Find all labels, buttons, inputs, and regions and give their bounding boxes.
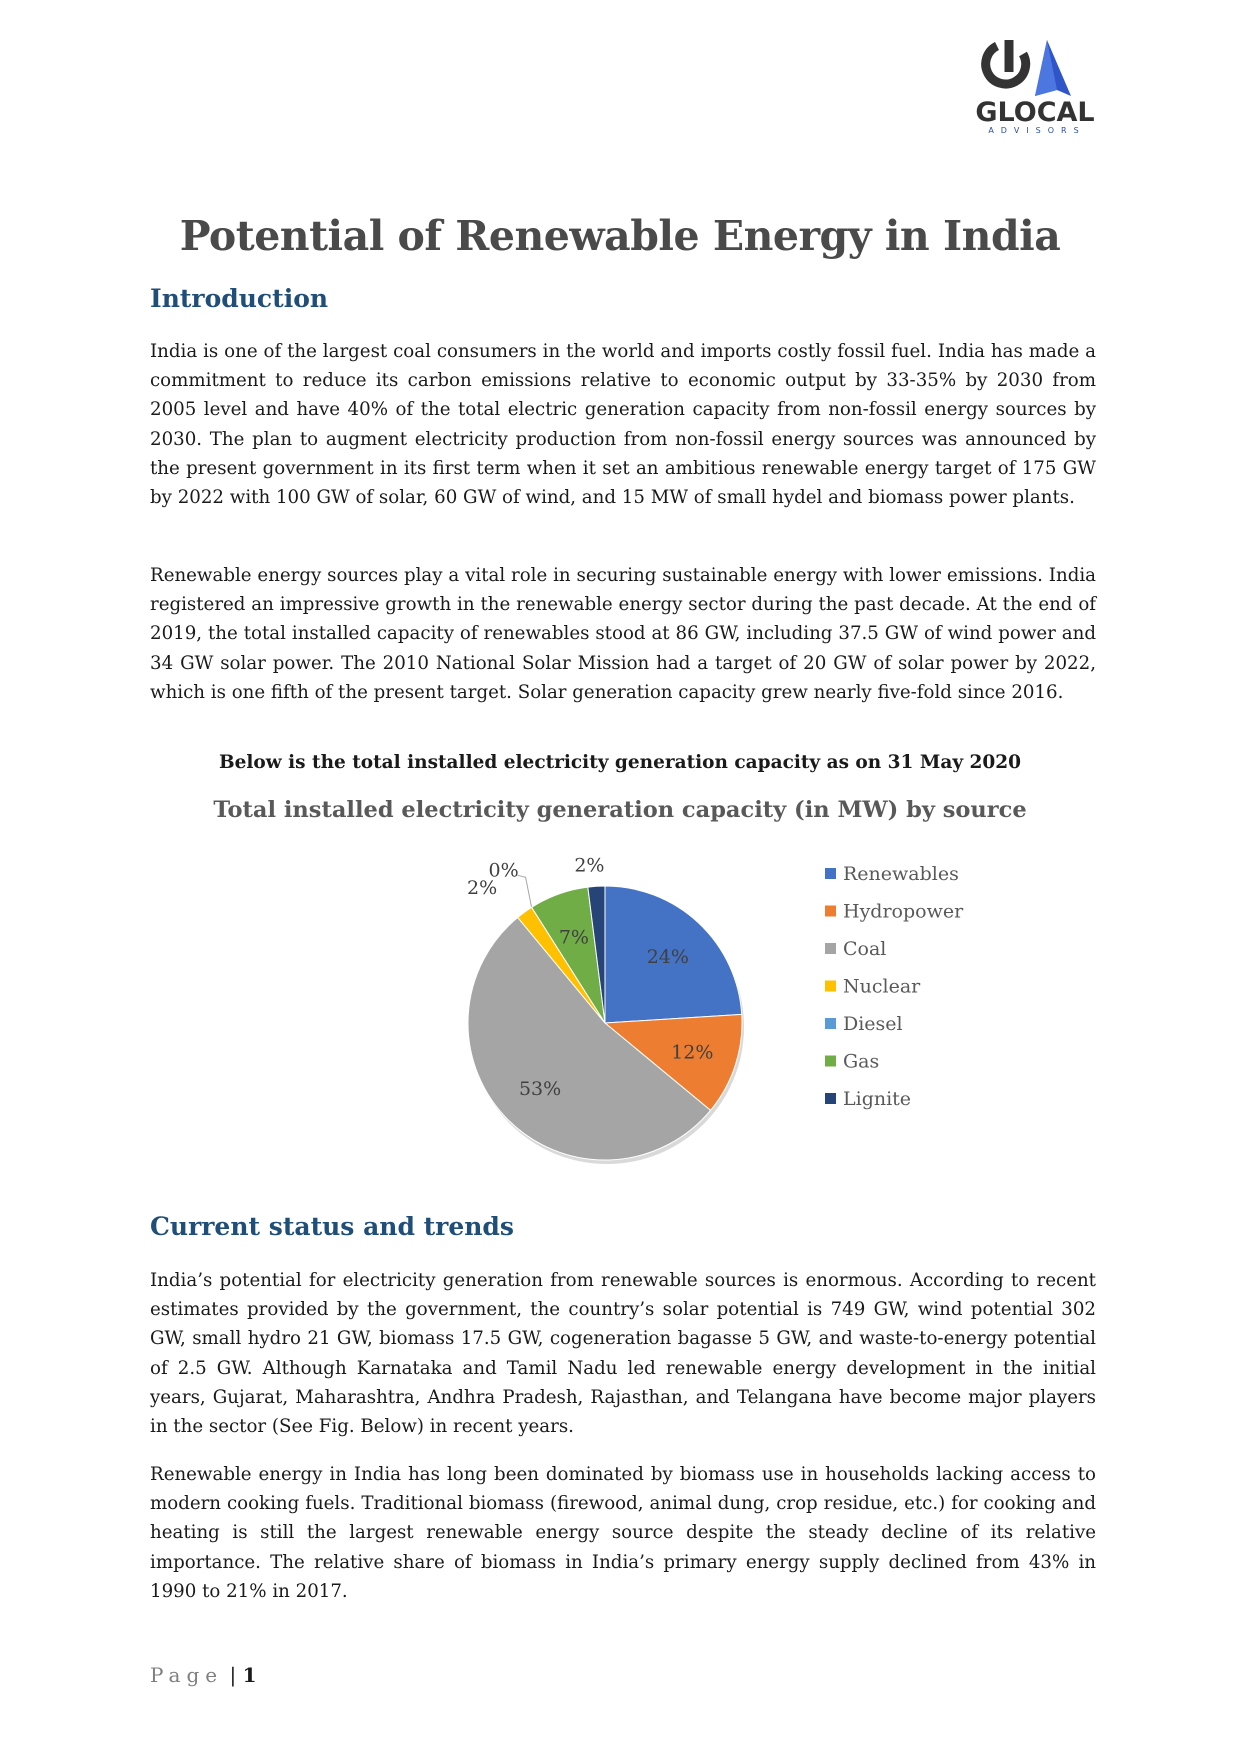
footer-separator: | bbox=[229, 1663, 237, 1687]
page-word: Page bbox=[150, 1663, 224, 1687]
legend-label-renewables: Renewables bbox=[843, 863, 959, 885]
legend-swatch-diesel bbox=[825, 1018, 836, 1029]
logo-tagline: ADVISORS bbox=[988, 126, 1086, 135]
data-label-lignite: 2% bbox=[574, 854, 605, 877]
pie-chart bbox=[420, 840, 1080, 1170]
legend-swatch-nuclear bbox=[825, 981, 836, 992]
legend-label-diesel: Diesel bbox=[843, 1013, 903, 1035]
data-label-hydropower: 12% bbox=[671, 1041, 714, 1064]
legend-label-gas: Gas bbox=[843, 1050, 880, 1073]
legend-label-coal: Coal bbox=[843, 938, 887, 960]
page-number: 1 bbox=[242, 1663, 257, 1687]
chart-caption: Below is the total installed electricity generation capacity as on 31 May 2020 bbox=[219, 752, 1021, 773]
paragraph: India is one of the largest coal consumers in the world and imports costly fossil fuel. India has made a commitment to reduce its carbon emissions relative to economic output by 33-35% by 2030 from 2005 level and have 40% of the total electric generation capacity from non-fossil energy sources by 2030. The plan to augment electricity production from non-fossil energy sources was announced by the present government in its first term when it set an ambitious renewable energy target of 175 GW by 2022 with 100 GW of solar, 60 GW of wind, and 15 MW of small hydel and biomass power plants. bbox=[150, 341, 1096, 509]
power-icon bbox=[986, 40, 1026, 84]
legend-label-lignite: Lignite bbox=[843, 1088, 912, 1110]
legend-swatch-coal bbox=[825, 943, 836, 954]
data-label-renewables: 24% bbox=[646, 946, 689, 969]
data-label-diesel: 0% bbox=[488, 859, 519, 882]
section-heading-introduction: Introduction bbox=[150, 284, 329, 313]
legend-swatch-gas bbox=[825, 1056, 836, 1067]
page-title: Potential of Renewable Energy in India bbox=[179, 212, 1061, 260]
paragraph: India’s potential for electricity generation from renewable sources is enormous. According to recent estimates provided by the government, the country’s solar potential is 749 GW, wind potential 302 GW, small hydro 21 GW, biomass 17.5 GW, cogeneration bagasse 5 GW, and waste-to-energy potential of 2.5 GW. Although Karnataka and Tamil Nadu led renewable energy development in the initial years, Gujarat, Maharashtra, Andhra Pradesh, Rajasthan, and Telangana have become major players in the sector (See Fig. Below) in recent years. bbox=[150, 1270, 1096, 1438]
page-footer bbox=[150, 1663, 257, 1687]
paragraph: Renewable energy sources play a vital role in securing sustainable energy with lower emissions. India registered an impressive growth in the renewable energy sector during the past decade. At the end of 2019, the total installed capacity of renewables stood at 86 GW, including 37.5 GW of wind power and 34 GW solar power. The 2010 National Solar Mission had a target of 20 GW of solar power by 2022, which is one fifth of the present target. Solar generation capacity grew nearly five-fold since 2016. bbox=[150, 565, 1096, 703]
logo-name: GLOCAL bbox=[975, 97, 1095, 128]
data-label-gas: 7% bbox=[558, 926, 589, 949]
section-heading-current-status: Current status and trends bbox=[150, 1212, 514, 1241]
data-label-nuclear: 2% bbox=[466, 877, 498, 900]
legend-swatch-renewables bbox=[825, 868, 836, 879]
legend-swatch-lignite bbox=[825, 1093, 836, 1104]
legend-label-hydropower: Hydropower bbox=[843, 900, 964, 923]
legend-swatch-hydropower bbox=[825, 906, 836, 917]
chart-title: Total installed electricity generation capacity (in MW) by source bbox=[213, 797, 1027, 823]
paragraph: Renewable energy in India has long been dominated by biomass use in households lacking access to modern cooking fuels. Traditional biomass (firewood, animal dung, crop residue, etc.) for cooking and heating is still the largest renewable energy source despite the steady decline of its relative importance. The relative share of biomass in India’s primary energy supply declined from 43% in 1990 to 21% in 2017. bbox=[150, 1464, 1096, 1602]
legend-label-nuclear: Nuclear bbox=[843, 975, 921, 998]
data-label-coal: 53% bbox=[518, 1077, 562, 1100]
data-label-leader-diesel bbox=[518, 875, 532, 907]
